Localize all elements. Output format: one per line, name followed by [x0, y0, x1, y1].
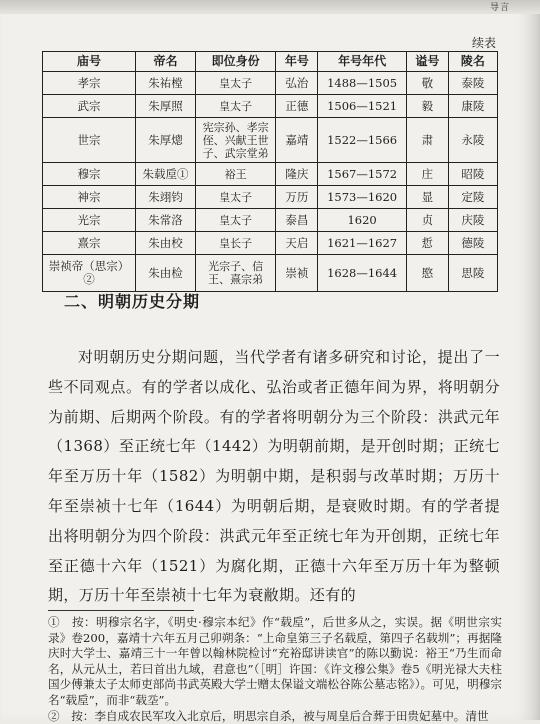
column-header: 陵名	[448, 52, 497, 72]
tomb-name-cell: 昭陵	[448, 163, 497, 186]
accession-status-cell: 皇长子	[195, 232, 276, 255]
temple-name-cell: 神宗	[43, 186, 136, 209]
table-row	[43, 255, 498, 292]
table-row	[43, 186, 498, 209]
body-text	[48, 343, 500, 611]
posthumous-name-cell: 庄	[406, 163, 448, 186]
emperor-name-cell: 朱载垕①	[136, 163, 196, 186]
emperor-name-cell: 朱厚照	[136, 95, 196, 118]
footnote-1: ① 按：明穆宗名字，《明史·穆宗本纪》作“载垕”，后世多从之，实误。据《明世宗实录》卷200，嘉靖十六年五月己卯朔条：“上命皇第三子名载垕，第四子名载圳”；再据隆庆时大学士、嘉靖三十一年曾以翰林院检讨“充裕邸讲读官”的陈以勤说：裕王“乃生而命名，从元从土，若曰首出九域，君意也”（［明］许国：《许文穆公集》卷5《明光禄大夫柱国少傅兼太子太师吏部尚书武英殿大学士赠太保谥文端松谷陈公墓志铭》）。可见，明穆宗名“载垕”，而非“载坖”。	[48, 615, 502, 707]
posthumous-name-cell: 显	[406, 186, 448, 209]
posthumous-name-cell: 敬	[406, 72, 448, 95]
running-head: 导言	[489, 3, 510, 13]
accession-status-cell: 皇太子	[195, 95, 276, 118]
tomb-name-cell: 康陵	[448, 95, 497, 118]
posthumous-name-cell: 肃	[406, 118, 448, 163]
accession-status-cell: 皇太子	[195, 72, 276, 95]
temple-name-cell: 世宗	[43, 118, 136, 163]
previous-page-edge	[0, 0, 540, 14]
tomb-name-cell: 德陵	[448, 232, 497, 255]
era-years-cell: 1620	[318, 209, 406, 232]
era-years-cell: 1488—1505	[318, 72, 406, 95]
column-header: 年号	[276, 52, 318, 72]
temple-name-cell: 光宗	[43, 209, 136, 232]
accession-status-cell: 裕王	[195, 163, 276, 186]
column-header: 帝名	[136, 52, 196, 72]
table-row	[43, 232, 498, 255]
column-header: 年号年代	[318, 52, 406, 72]
era-name-cell: 隆庆	[276, 163, 318, 186]
era-years-cell: 1506—1521	[318, 95, 406, 118]
era-name-cell: 泰昌	[276, 209, 318, 232]
column-header: 即位身份	[195, 52, 276, 72]
column-header: 谥号	[406, 52, 448, 72]
era-name-cell: 正德	[276, 95, 318, 118]
posthumous-name-cell: 愍	[406, 255, 448, 292]
table-header-row	[43, 52, 498, 72]
footnote-2: ② 按：李自成农民军攻入北京后，明思宗自杀，被与周皇后合葬于田贵妃墓中。清世	[48, 708, 489, 723]
tomb-name-cell: 思陵	[448, 255, 497, 292]
temple-name-cell: 崇祯帝（思宗）②	[43, 255, 136, 292]
temple-name-cell: 武宗	[43, 95, 136, 118]
era-name-cell: 弘治	[276, 72, 318, 95]
emperor-name-cell: 朱由校	[136, 232, 196, 255]
footnote-divider	[48, 610, 194, 611]
era-years-cell: 1628—1644	[318, 255, 406, 292]
temple-name-cell: 熹宗	[43, 232, 136, 255]
posthumous-name-cell: 贞	[406, 209, 448, 232]
era-years-cell: 1522—1566	[318, 118, 406, 163]
tomb-name-cell: 庆陵	[448, 209, 497, 232]
table-continued-label: 续表	[471, 36, 496, 50]
emperor-table	[42, 51, 498, 292]
era-name-cell: 天启	[276, 232, 318, 255]
table-row	[43, 95, 498, 118]
emperor-name-cell: 朱由检	[136, 255, 196, 292]
era-years-cell: 1573—1620	[318, 186, 406, 209]
body-paragraph: 对明朝历史分期问题，当代学者有诸多研究和讨论，提出了一些不同观点。有的学者以成化、弘治或者正德年间为界，将明朝分为前期、后期两个阶段。有的学者将明朝分为三个阶段：洪武元年（1368）至正统七年（1442）为明朝前期，是开创时期；正统七年至万历十年（1582）为明朝中期，是积弱与改革时期；万历十年至崇祯十七年（1644）为明朝后期，是衰败时期。有的学者提出将明朝分为四个阶段：洪武元年至正统七年为开创期，正统七年至正德十六年（1521）为腐化期，正德十六年至万历十年为整顿期，万历十年至崇祯十七年为衰敝期。还有的	[48, 348, 500, 605]
table-row	[43, 163, 498, 186]
temple-name-cell: 孝宗	[43, 72, 136, 95]
emperor-name-cell: 朱常洛	[136, 209, 196, 232]
accession-status-cell: 光宗子、信 王、熹宗弟	[195, 255, 276, 292]
temple-name-cell: 穆宗	[43, 163, 136, 186]
emperor-name-cell: 朱翊钧	[136, 186, 196, 209]
posthumous-name-cell: 毅	[406, 95, 448, 118]
table-row	[43, 118, 498, 163]
accession-status-cell: 皇太子	[195, 186, 276, 209]
table-row	[43, 209, 498, 232]
era-name-cell: 嘉靖	[276, 118, 318, 163]
era-years-cell: 1567—1572	[318, 163, 406, 186]
accession-status-cell: 皇太子	[195, 209, 276, 232]
column-header: 庙号	[43, 52, 136, 72]
accession-status-cell: 宪宗孙、孝宗 侄、兴献王世 子、武宗堂弟	[195, 118, 276, 163]
tomb-name-cell: 泰陵	[448, 72, 497, 95]
emperor-name-cell: 朱厚熜	[136, 118, 196, 163]
era-name-cell: 崇祯	[276, 255, 318, 292]
section-heading: 二、明朝历史分期	[64, 292, 201, 311]
tomb-name-cell: 定陵	[448, 186, 497, 209]
posthumous-name-cell: 悊	[406, 232, 448, 255]
tomb-name-cell: 永陵	[448, 118, 497, 163]
table-row	[43, 72, 498, 95]
emperor-name-cell: 朱祐樘	[136, 72, 196, 95]
footnotes	[48, 615, 502, 724]
era-years-cell: 1621—1627	[318, 232, 406, 255]
era-name-cell: 万历	[276, 186, 318, 209]
